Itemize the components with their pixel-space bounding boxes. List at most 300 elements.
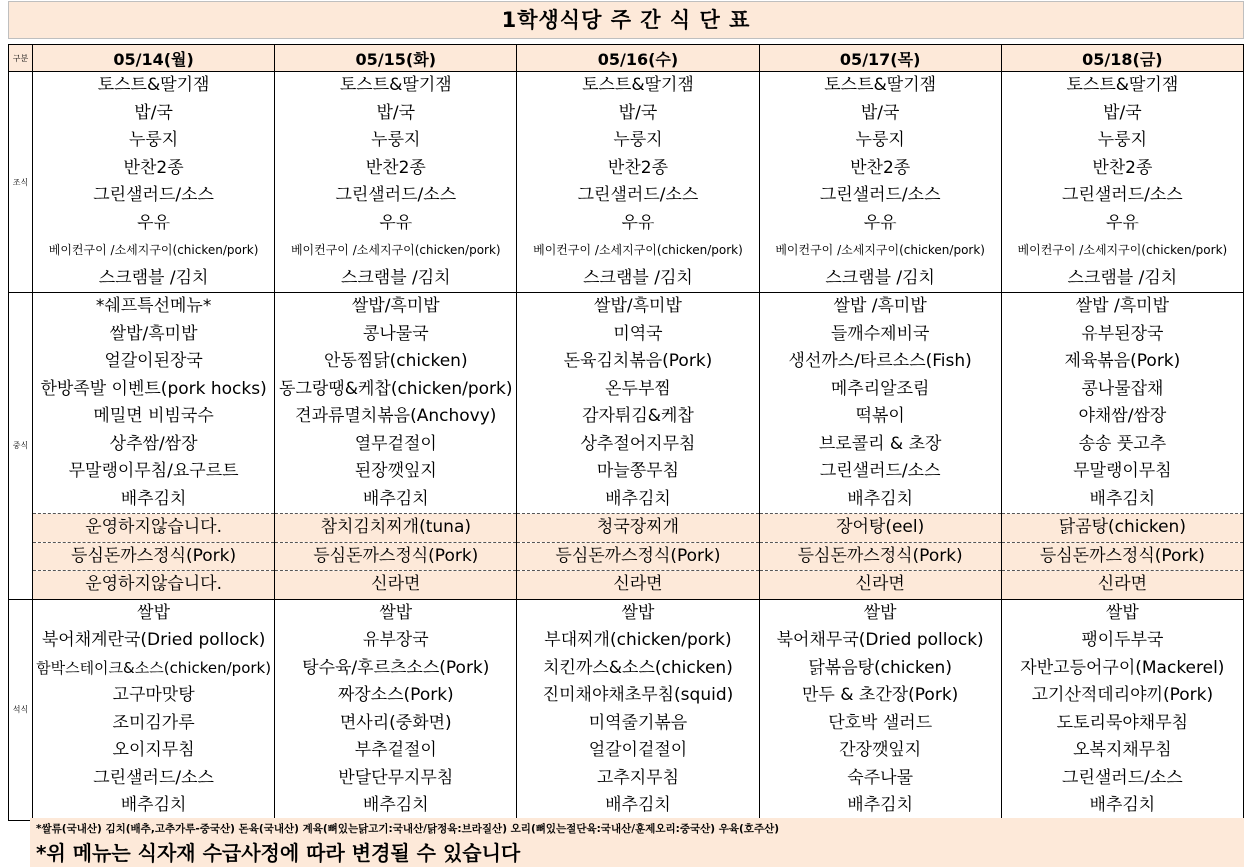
meal-label-lunch: 중식 bbox=[9, 293, 33, 600]
menu-item-text: 오이지무침 bbox=[112, 740, 195, 761]
menu-item-text: 고추지무침 bbox=[596, 767, 680, 788]
menu-item-thu bbox=[759, 655, 1001, 683]
menu-row bbox=[9, 737, 1244, 765]
menu-item-text: 토스트&딸기잼 bbox=[339, 75, 452, 96]
menu-item-thu bbox=[759, 155, 1001, 183]
menu-item-wed bbox=[517, 710, 759, 738]
menu-item-mon bbox=[33, 710, 275, 738]
menu-item-text: 배추김치 bbox=[847, 488, 913, 509]
menu-item-text: 북어채계란국(Dried pollock) bbox=[41, 630, 266, 651]
menu-item-thu bbox=[759, 571, 1001, 600]
menu-item-text: 오복지채무침 bbox=[1073, 740, 1172, 761]
menu-item-tue bbox=[275, 376, 517, 404]
menu-item-tue bbox=[275, 627, 517, 655]
menu-item-text: 밥/국 bbox=[1103, 102, 1142, 123]
menu-item-text: 돈육김치볶음(Pork) bbox=[563, 351, 713, 372]
menu-item-text: 닭곰탕(chicken) bbox=[1058, 517, 1186, 538]
menu-item-text: 한방족발 이벤트(pork hocks) bbox=[40, 378, 267, 399]
menu-item-text: 신라면 bbox=[1097, 574, 1148, 595]
menu-item-tue bbox=[275, 155, 517, 183]
menu-item-wed bbox=[517, 542, 759, 571]
menu-item-text: 배추김치 bbox=[1089, 488, 1156, 509]
menu-item-text: 밥/국 bbox=[376, 102, 416, 123]
menu-item-text: 배추김치 bbox=[1089, 795, 1156, 816]
menu-item-mon bbox=[33, 599, 275, 627]
menu-item-text: 스크램블 /김치 bbox=[340, 267, 451, 288]
day-header-wed: 05/16(수) bbox=[517, 45, 759, 72]
menu-item-text: 등심돈까스정식(Pork) bbox=[313, 545, 479, 566]
menu-row bbox=[9, 237, 1244, 265]
menu-item-text: 그린샐러드/소스 bbox=[93, 185, 214, 206]
menu-item-tue bbox=[275, 542, 517, 571]
menu-item-text: 들깨수제비국 bbox=[830, 323, 930, 344]
menu-item-text: 고기산적데리야끼(Pork) bbox=[1031, 685, 1214, 706]
menu-item-text: 반찬2종 bbox=[850, 157, 911, 178]
menu-item-text: 스크램블 /김치 bbox=[98, 267, 209, 288]
menu-item-text: 안동찜닭(chicken) bbox=[323, 351, 468, 372]
menu-item-mon bbox=[33, 182, 275, 210]
menu-item-text: 반달단무지무침 bbox=[338, 767, 454, 788]
menu-item-text: 그린샐러드/소스 bbox=[819, 461, 941, 482]
menu-item-wed bbox=[517, 458, 759, 486]
menu-item-text: 운영하지않습니다. bbox=[85, 517, 222, 538]
menu-item-text: 간장깻잎지 bbox=[839, 740, 922, 761]
menu-item-text: 떡볶이 bbox=[855, 406, 905, 427]
menu-item-text: 배추김치 bbox=[120, 795, 187, 816]
menu-item-text: 배추김치 bbox=[362, 488, 429, 509]
menu-item-fri bbox=[1001, 265, 1243, 293]
menu-item-text: 신라면 bbox=[855, 574, 905, 595]
menu-item-thu bbox=[759, 100, 1001, 128]
menu-row bbox=[9, 431, 1244, 459]
menu-item-text: 유부된장국 bbox=[1081, 323, 1164, 344]
menu-item-tue bbox=[275, 237, 517, 265]
menu-item-text: 반찬2종 bbox=[123, 157, 184, 178]
menu-body bbox=[9, 72, 1244, 821]
menu-item-text: 메추리알조림 bbox=[830, 378, 930, 399]
menu-item-text: 얼갈이된장국 bbox=[104, 351, 203, 372]
menu-item-thu bbox=[759, 182, 1001, 210]
menu-item-text: 쌀밥/흑미밥 bbox=[351, 296, 440, 317]
menu-item-text: 밥/국 bbox=[618, 102, 658, 123]
menu-row bbox=[9, 100, 1244, 128]
menu-item-mon bbox=[33, 682, 275, 710]
menu-item-text: 견과류멸치볶음(Anchovy) bbox=[295, 406, 497, 427]
menu-item-text: 등심돈까스정식(Pork) bbox=[555, 545, 721, 566]
menu-item-text: 함박스테이크&소스(chicken/pork) bbox=[36, 658, 272, 677]
menu-item-tue bbox=[275, 514, 517, 543]
menu-item-fri bbox=[1001, 376, 1243, 404]
menu-item-text: 배추김치 bbox=[120, 488, 187, 509]
menu-item-wed bbox=[517, 210, 759, 238]
menu-item-text: 얼갈이겉절이 bbox=[588, 740, 688, 761]
menu-item-text: 등심돈까스정식(Pork) bbox=[797, 545, 963, 566]
menu-row bbox=[9, 571, 1244, 600]
menu-item-text: 숙주나물 bbox=[847, 767, 913, 788]
menu-item-text: 누룽지 bbox=[128, 130, 179, 151]
menu-item-wed bbox=[517, 182, 759, 210]
menu-item-tue bbox=[275, 265, 517, 293]
menu-item-text: 부추겉절이 bbox=[354, 740, 437, 761]
menu-item-text: 베이컨구이 /소세지구이(chicken/pork) bbox=[1017, 243, 1228, 258]
menu-item-text: 그린샐러드/소스 bbox=[335, 185, 457, 206]
menu-row bbox=[9, 293, 1244, 321]
menu-item-tue bbox=[275, 182, 517, 210]
menu-item-mon bbox=[33, 155, 275, 183]
menu-item-text: 단호박 샐러드 bbox=[828, 712, 933, 733]
menu-item-fri bbox=[1001, 571, 1243, 600]
menu-item-mon bbox=[33, 100, 275, 128]
menu-item-fri bbox=[1001, 127, 1243, 155]
menu-row bbox=[9, 458, 1244, 486]
menu-item-thu bbox=[759, 627, 1001, 655]
menu-item-text: 베이컨구이 /소세지구이(chicken/pork) bbox=[533, 243, 743, 258]
menu-item-mon bbox=[33, 403, 275, 431]
menu-item-text: 고구마맛탕 bbox=[112, 685, 195, 706]
menu-item-tue bbox=[275, 486, 517, 514]
menu-item-fri bbox=[1001, 321, 1243, 349]
menu-item-text: 우유 bbox=[621, 212, 655, 233]
menu-item-text: 그린샐러드/소스 bbox=[819, 185, 941, 206]
menu-item-fri bbox=[1001, 293, 1243, 321]
menu-item-text: 쌀밥 /흑미밥 bbox=[833, 296, 927, 317]
menu-item-fri bbox=[1001, 792, 1243, 820]
menu-item-text: 누룽지 bbox=[1097, 130, 1148, 151]
menu-item-thu bbox=[759, 127, 1001, 155]
menu-item-tue bbox=[275, 599, 517, 627]
menu-item-thu bbox=[759, 210, 1001, 238]
menu-item-tue bbox=[275, 293, 517, 321]
menu-item-text: 반찬2종 bbox=[365, 157, 426, 178]
menu-item-text: 베이컨구이 /소세지구이(chicken/pork) bbox=[290, 243, 501, 258]
menu-item-mon bbox=[33, 72, 275, 100]
menu-item-wed bbox=[517, 321, 759, 349]
menu-item-fri bbox=[1001, 710, 1243, 738]
category-header: 구분 bbox=[9, 45, 33, 72]
menu-item-text: 상추쌈/쌈장 bbox=[109, 433, 198, 454]
menu-item-text: 스크램블 /김치 bbox=[583, 267, 693, 288]
menu-row bbox=[9, 155, 1244, 183]
menu-item-wed bbox=[517, 737, 759, 765]
menu-row bbox=[9, 514, 1244, 543]
menu-row bbox=[9, 627, 1244, 655]
menu-item-fri bbox=[1001, 514, 1243, 543]
day-header-mon: 05/14(월) bbox=[33, 45, 275, 72]
menu-item-text: 미역줄기볶음 bbox=[588, 712, 688, 733]
menu-item-text: 장어탕(eel) bbox=[836, 517, 925, 538]
menu-item-thu bbox=[759, 72, 1001, 100]
menu-item-text: 우유 bbox=[863, 212, 897, 233]
menu-item-fri bbox=[1001, 542, 1243, 571]
menu-item-thu bbox=[759, 682, 1001, 710]
menu-item-mon bbox=[33, 321, 275, 349]
menu-item-fri bbox=[1001, 237, 1243, 265]
menu-item-text: 스크램블 /김치 bbox=[825, 267, 935, 288]
menu-item-text: 신라면 bbox=[613, 574, 663, 595]
menu-item-text: 야채쌈/쌈장 bbox=[1078, 406, 1167, 427]
menu-item-mon bbox=[33, 627, 275, 655]
menu-item-text: 부대찌개(chicken/pork) bbox=[544, 630, 732, 651]
menu-item-mon bbox=[33, 792, 275, 820]
menu-item-text: 우유 bbox=[1105, 212, 1139, 233]
menu-item-text: 그린샐러드/소스 bbox=[577, 185, 699, 206]
menu-item-fri bbox=[1001, 431, 1243, 459]
menu-row bbox=[9, 710, 1244, 738]
menu-item-text: 참치김치찌개(tuna) bbox=[320, 517, 471, 538]
menu-item-thu bbox=[759, 792, 1001, 820]
menu-item-tue bbox=[275, 710, 517, 738]
menu-item-thu bbox=[759, 403, 1001, 431]
menu-item-text: 쌀밥 /흑미밥 bbox=[1075, 296, 1169, 317]
menu-item-wed bbox=[517, 792, 759, 820]
menu-item-tue bbox=[275, 72, 517, 100]
menu-row bbox=[9, 72, 1244, 100]
menu-row bbox=[9, 265, 1244, 293]
menu-item-text: 베이컨구이 /소세지구이(chicken/pork) bbox=[775, 243, 985, 258]
menu-item-text: 누룽지 bbox=[613, 130, 663, 151]
menu-item-wed bbox=[517, 599, 759, 627]
menu-item-fri bbox=[1001, 627, 1243, 655]
menu-item-text: 진미채야채초무침(squid) bbox=[542, 685, 734, 706]
day-header-fri: 05/18(금) bbox=[1001, 45, 1243, 72]
menu-item-mon bbox=[33, 571, 275, 600]
menu-item-text: 동그랑땡&케찹(chicken/pork) bbox=[279, 378, 513, 399]
menu-item-mon bbox=[33, 458, 275, 486]
menu-item-thu bbox=[759, 542, 1001, 571]
menu-item-text: 밥/국 bbox=[134, 102, 173, 123]
menu-row bbox=[9, 127, 1244, 155]
day-header-tue: 05/15(화) bbox=[275, 45, 517, 72]
menu-item-text: 토스트&딸기잼 bbox=[824, 75, 937, 96]
menu-item-wed bbox=[517, 265, 759, 293]
menu-item-text: 무말랭이무침 bbox=[1073, 461, 1172, 482]
menu-row bbox=[9, 182, 1244, 210]
menu-item-wed bbox=[517, 293, 759, 321]
menu-item-text: 그린샐러드/소스 bbox=[1062, 767, 1183, 788]
menu-item-text: 생선까스/타르소스(Fish) bbox=[788, 351, 972, 372]
menu-item-text: 무말랭이무침/요구르트 bbox=[68, 461, 239, 482]
menu-item-text: 토스트&딸기잼 bbox=[1066, 75, 1179, 96]
menu-row bbox=[9, 348, 1244, 376]
menu-item-mon bbox=[33, 486, 275, 514]
menu-item-text: 열무겉절이 bbox=[354, 433, 437, 454]
menu-item-mon bbox=[33, 127, 275, 155]
menu-item-text: 브로콜리 & 초장 bbox=[818, 433, 942, 454]
menu-item-thu bbox=[759, 237, 1001, 265]
menu-item-thu bbox=[759, 321, 1001, 349]
menu-item-tue bbox=[275, 655, 517, 683]
menu-item-wed bbox=[517, 431, 759, 459]
menu-item-wed bbox=[517, 765, 759, 793]
menu-item-text: 배추김치 bbox=[847, 795, 913, 816]
menu-item-wed bbox=[517, 682, 759, 710]
menu-item-text: 면사리(중화면) bbox=[339, 712, 452, 733]
menu-item-text: 온두부찜 bbox=[605, 378, 671, 399]
menu-item-wed bbox=[517, 348, 759, 376]
menu-item-wed bbox=[517, 486, 759, 514]
weekly-menu-table bbox=[8, 44, 1244, 821]
menu-item-text: 메밀면 비빔국수 bbox=[93, 406, 214, 427]
menu-item-thu bbox=[759, 431, 1001, 459]
menu-item-fri bbox=[1001, 737, 1243, 765]
menu-item-text: 도토리묵야채무침 bbox=[1056, 712, 1189, 733]
menu-item-fri bbox=[1001, 486, 1243, 514]
menu-item-text: 토스트&딸기잼 bbox=[97, 75, 210, 96]
menu-item-mon bbox=[33, 765, 275, 793]
menu-item-fri bbox=[1001, 599, 1243, 627]
menu-item-text: 닭볶음탕(chicken) bbox=[808, 657, 952, 678]
menu-item-thu bbox=[759, 458, 1001, 486]
menu-item-mon bbox=[33, 431, 275, 459]
menu-item-thu bbox=[759, 514, 1001, 543]
menu-row bbox=[9, 655, 1244, 683]
menu-row bbox=[9, 792, 1244, 820]
menu-item-fri bbox=[1001, 403, 1243, 431]
origin-note: *쌀류(국내산) 김치(배추,고추가루-중국산) 돈육(국내산) 계육(뼈있는닭고기:국내산/닭정육:브라질산) 오리(뼈있는절단육:국내산/훈제오리:중국산) 우육(호주산) bbox=[30, 818, 1244, 840]
menu-item-mon bbox=[33, 737, 275, 765]
menu-item-tue bbox=[275, 127, 517, 155]
menu-item-wed bbox=[517, 403, 759, 431]
menu-item-mon bbox=[33, 348, 275, 376]
menu-item-fri bbox=[1001, 765, 1243, 793]
menu-item-text: 자반고등어구이(Mackerel) bbox=[1020, 657, 1225, 678]
menu-item-mon bbox=[33, 514, 275, 543]
menu-item-mon bbox=[33, 376, 275, 404]
menu-item-text: 쌀밥 bbox=[1105, 602, 1139, 623]
menu-item-text: 상추절어지무침 bbox=[580, 433, 696, 454]
menu-row bbox=[9, 599, 1244, 627]
menu-item-thu bbox=[759, 376, 1001, 404]
menu-item-text: 콩나물잡채 bbox=[1081, 378, 1164, 399]
menu-item-thu bbox=[759, 265, 1001, 293]
menu-item-mon bbox=[33, 237, 275, 265]
menu-item-text: 우유 bbox=[137, 212, 171, 233]
menu-item-tue bbox=[275, 458, 517, 486]
menu-item-text: 배추김치 bbox=[605, 488, 671, 509]
menu-item-tue bbox=[275, 321, 517, 349]
menu-item-text: 감자튀김&케찹 bbox=[582, 406, 694, 427]
menu-item-tue bbox=[275, 682, 517, 710]
menu-item-text: 쌀밥 bbox=[137, 602, 171, 623]
menu-item-text: 배추김치 bbox=[362, 795, 429, 816]
menu-item-text: 짜장소스(Pork) bbox=[337, 685, 454, 706]
menu-item-wed bbox=[517, 627, 759, 655]
menu-item-mon bbox=[33, 265, 275, 293]
menu-item-mon bbox=[33, 542, 275, 571]
menu-item-tue bbox=[275, 210, 517, 238]
menu-item-text: 청국장찌개 bbox=[596, 517, 680, 538]
menu-item-text: 마늘쫑무침 bbox=[596, 461, 680, 482]
menu-item-text: 유부장국 bbox=[362, 630, 429, 651]
menu-row bbox=[9, 542, 1244, 571]
menu-item-text: 된장깻잎지 bbox=[354, 461, 437, 482]
menu-item-wed bbox=[517, 155, 759, 183]
menu-item-mon bbox=[33, 293, 275, 321]
menu-item-tue bbox=[275, 737, 517, 765]
menu-item-thu bbox=[759, 765, 1001, 793]
menu-item-text: 스크램블 /김치 bbox=[1067, 267, 1178, 288]
menu-row bbox=[9, 376, 1244, 404]
menu-item-wed bbox=[517, 72, 759, 100]
menu-item-fri bbox=[1001, 155, 1243, 183]
menu-item-wed bbox=[517, 376, 759, 404]
menu-row bbox=[9, 403, 1244, 431]
header-row bbox=[9, 45, 1244, 72]
menu-item-text: 북어채무국(Dried pollock) bbox=[776, 630, 984, 651]
menu-item-text: 반찬2종 bbox=[1092, 157, 1153, 178]
menu-item-fri bbox=[1001, 458, 1243, 486]
menu-item-text: 그린샐러드/소스 bbox=[93, 767, 214, 788]
menu-item-fri bbox=[1001, 72, 1243, 100]
menu-item-text: 신라면 bbox=[371, 574, 421, 595]
menu-item-text: 누룽지 bbox=[371, 130, 421, 151]
menu-item-text: 탕수육/후르츠소스(Pork) bbox=[302, 657, 490, 678]
menu-item-text: 밥/국 bbox=[860, 102, 900, 123]
menu-item-tue bbox=[275, 765, 517, 793]
menu-item-thu bbox=[759, 293, 1001, 321]
menu-item-text: 송송 풋고추 bbox=[1078, 433, 1167, 454]
menu-item-text: 운영하지않습니다. bbox=[85, 574, 222, 595]
menu-item-text: *쉐프특선메뉴* bbox=[95, 296, 212, 317]
menu-item-mon bbox=[33, 655, 275, 683]
menu-item-text: 쌀밥 bbox=[379, 602, 413, 623]
menu-item-text: 누룽지 bbox=[855, 130, 905, 151]
menu-item-text: 우유 bbox=[379, 212, 413, 233]
menu-item-text: 반찬2종 bbox=[607, 157, 669, 178]
page-title: 1학생식당 주 간 식 단 표 bbox=[8, 1, 1244, 39]
menu-item-tue bbox=[275, 100, 517, 128]
menu-item-fri bbox=[1001, 655, 1243, 683]
menu-item-text: 쌀밥 bbox=[621, 602, 655, 623]
menu-item-tue bbox=[275, 792, 517, 820]
menu-item-text: 등심돈까스정식(Pork) bbox=[71, 545, 237, 566]
menu-item-tue bbox=[275, 348, 517, 376]
menu-item-tue bbox=[275, 431, 517, 459]
menu-item-text: 만두 & 초간장(Pork) bbox=[801, 685, 959, 706]
day-header-thu: 05/17(목) bbox=[759, 45, 1001, 72]
menu-item-text: 콩나물국 bbox=[362, 323, 429, 344]
menu-item-text: 등심돈까스정식(Pork) bbox=[1039, 545, 1205, 566]
menu-item-text: 쌀밥/흑미밥 bbox=[594, 296, 682, 317]
menu-item-tue bbox=[275, 571, 517, 600]
menu-item-text: 조미김가루 bbox=[112, 712, 195, 733]
menu-item-text: 팽이두부국 bbox=[1081, 630, 1164, 651]
menu-item-text: 토스트&딸기잼 bbox=[582, 75, 694, 96]
menu-item-mon bbox=[33, 210, 275, 238]
menu-item-wed bbox=[517, 655, 759, 683]
menu-item-thu bbox=[759, 486, 1001, 514]
menu-item-wed bbox=[517, 237, 759, 265]
menu-item-thu bbox=[759, 348, 1001, 376]
menu-row bbox=[9, 486, 1244, 514]
menu-item-text: 제육볶음(Pork) bbox=[1064, 351, 1181, 372]
menu-item-wed bbox=[517, 571, 759, 600]
menu-item-wed bbox=[517, 100, 759, 128]
menu-item-wed bbox=[517, 127, 759, 155]
menu-item-fri bbox=[1001, 100, 1243, 128]
menu-item-wed bbox=[517, 514, 759, 543]
menu-item-text: 배추김치 bbox=[605, 795, 671, 816]
menu-row bbox=[9, 210, 1244, 238]
meal-label-breakfast: 조식 bbox=[9, 72, 33, 293]
menu-item-text: 치킨까스&소스(chicken) bbox=[543, 657, 733, 678]
menu-item-fri bbox=[1001, 210, 1243, 238]
menu-item-thu bbox=[759, 710, 1001, 738]
menu-row bbox=[9, 765, 1244, 793]
menu-item-text: 미역국 bbox=[613, 323, 663, 344]
menu-item-tue bbox=[275, 403, 517, 431]
meal-label-dinner: 석식 bbox=[9, 599, 33, 820]
